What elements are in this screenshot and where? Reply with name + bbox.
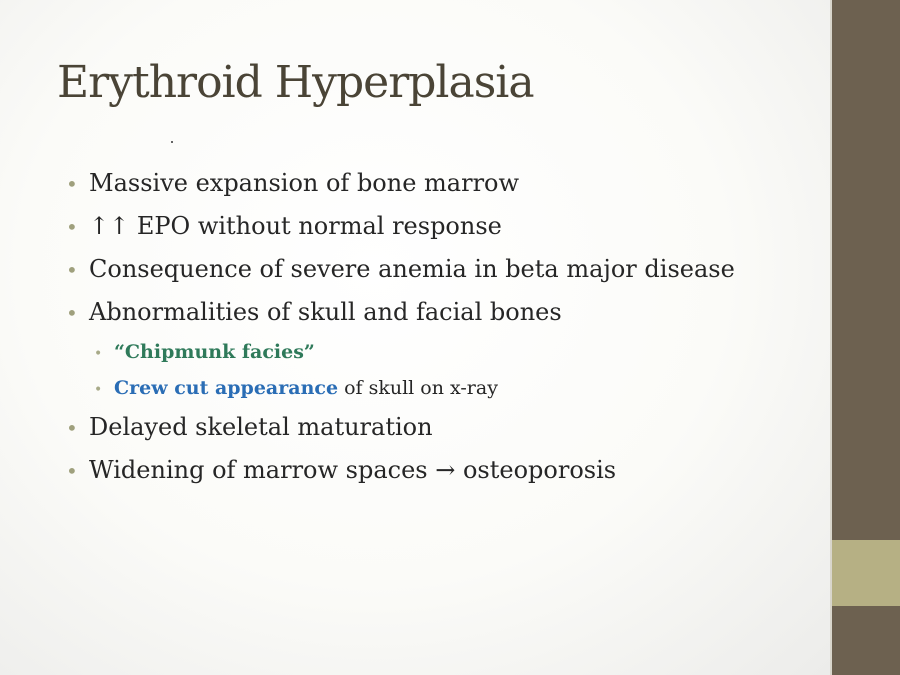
bullet-marker: •	[66, 459, 78, 483]
chipmunk-facies-text: “Chipmunk facies”	[114, 341, 315, 363]
crew-cut-emphasis-text: Crew cut appearance	[114, 377, 339, 399]
bullet-text: Abnormalities of skull and facial bones	[89, 298, 562, 326]
sub-bullet-marker: •	[94, 346, 103, 362]
bullet-marker: •	[66, 258, 78, 282]
bullet-text: ↑↑ EPO without normal response	[89, 212, 502, 240]
sub-bullet-marker: •	[94, 382, 103, 398]
bullet-text: Delayed skeletal maturation	[89, 413, 433, 441]
sidebar-accent-block	[832, 540, 900, 606]
bullet-marker: •	[66, 301, 78, 325]
theme-sidebar	[830, 0, 900, 675]
bullet-item	[66, 248, 806, 291]
bullet-marker: •	[66, 172, 78, 196]
bullet-item	[66, 162, 806, 205]
slide-title: Erythroid Hyperplasia	[57, 57, 534, 108]
stray-dot	[171, 141, 173, 143]
bullet-list	[66, 162, 806, 492]
bullet-text: Consequence of severe anemia in beta major disease	[89, 255, 735, 283]
bullet-item	[66, 205, 806, 248]
bullet-marker: •	[66, 416, 78, 440]
bullet-item	[66, 406, 806, 449]
bullet-text: Widening of marrow spaces → osteoporosis	[89, 456, 617, 484]
sub-bullet-item	[66, 334, 806, 370]
bullet-marker: •	[66, 215, 78, 239]
bullet-item	[66, 291, 806, 334]
bullet-item	[66, 449, 806, 492]
crew-cut-rest-text: of skull on x-ray	[338, 377, 498, 399]
sub-bullet-item	[66, 370, 806, 406]
bullet-text: Massive expansion of bone marrow	[89, 169, 520, 197]
